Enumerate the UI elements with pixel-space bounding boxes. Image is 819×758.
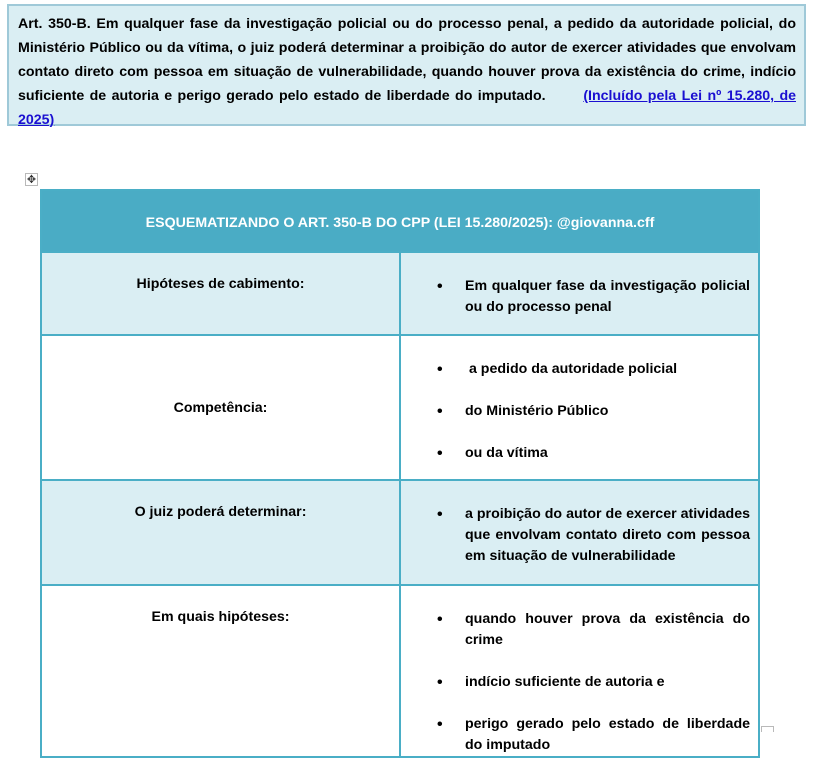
bullet-item: • Em qualquer fase da investigação policial ou do processo penal	[401, 276, 758, 318]
bullet-list	[401, 253, 758, 318]
bullet-item: • indício suficiente de autoria e	[401, 672, 758, 693]
row-content-cell	[400, 480, 759, 585]
article-text: Art. 350-B. Em qualquer fase da investigação policial ou do processo penal, a pedido da autoridade policial, do Ministério Público ou da vítima, o juiz poderá determinar a proibição do autor de exercer atividades que envolvam contato direto com pessoa em situação de vulnerabilidade, quando houver prova da existência do crime, indício suficiente de autoria e perigo gerado pelo estado de liberdade do imputado.	[18, 16, 796, 104]
bullet-item: • a pedido da autoridade policial	[401, 359, 758, 380]
row-label-cell	[41, 335, 400, 480]
row-label: Em quais hipóteses:	[151, 609, 290, 625]
table-header	[41, 190, 759, 252]
scheme-table	[40, 189, 760, 758]
table-row	[41, 480, 759, 585]
bullet-item: • perigo gerado pelo estado de liberdade do imputado	[401, 714, 758, 756]
row-label-cell	[41, 252, 400, 335]
article-text-box	[7, 4, 806, 126]
table-header-text: ESQUEMATIZANDO O ART. 350-B DO CPP (LEI 15.280/2025): @giovanna.cff	[145, 215, 655, 231]
bullet-item: • do Ministério Público	[401, 401, 758, 422]
row-label: O juiz poderá determinar:	[134, 504, 307, 520]
table-row	[41, 335, 759, 480]
table-move-handle-icon[interactable]: ✥	[26, 173, 37, 186]
bullet-list	[401, 586, 758, 756]
row-label: Competência:	[173, 399, 268, 416]
bullet-item: • a proibição do autor de exercer atividades que envolvam contato direto com pessoa em situação de vulnerabilidade	[401, 504, 758, 567]
bullet-list	[401, 336, 758, 464]
amendment-link[interactable]: (Incluído pela Lei nº 15.280, de 2025)	[18, 88, 796, 128]
row-content-cell	[400, 335, 759, 480]
row-label: Hipóteses de cabimento:	[136, 276, 305, 292]
table-row	[41, 252, 759, 335]
table-resize-handle-icon[interactable]	[761, 726, 774, 732]
row-label-cell	[41, 585, 400, 757]
bullet-item: • ou da vítima	[401, 443, 758, 464]
row-label-cell	[41, 480, 400, 585]
table-row	[41, 585, 759, 757]
bullet-item: • quando houver prova da existência do crime	[401, 609, 758, 651]
bullet-list	[401, 481, 758, 567]
row-content-cell	[400, 585, 759, 757]
row-content-cell	[400, 252, 759, 335]
